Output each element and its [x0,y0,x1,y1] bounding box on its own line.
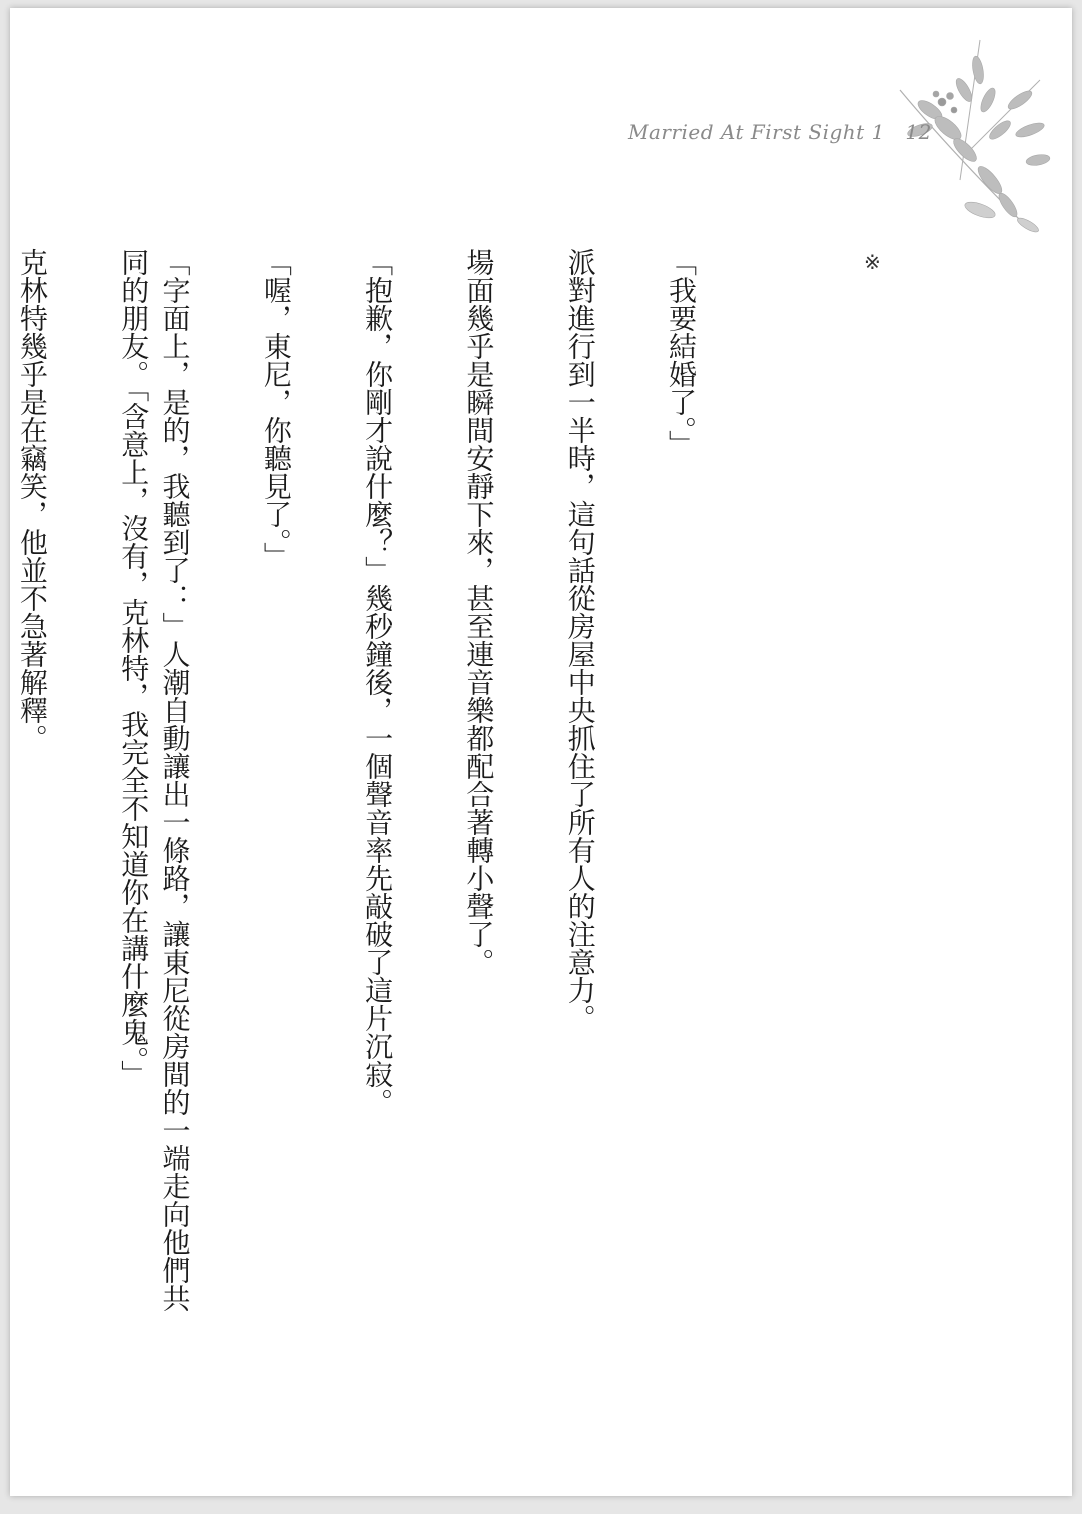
body-text [10,248,762,1312]
paragraph: 克林特幾乎是在竊笑，他並不急著解釋。 [15,248,49,752]
page-number: 12 [905,120,932,144]
paragraph: 派對進行到一半時，這句話從房屋中央抓住了所有人的注意力。 [563,248,597,1032]
paragraph: 「抱歉，你剛才說什麼？」幾秒鐘後，一個聲音率先敲破了這片沉寂。 [361,248,395,1116]
paragraph: 「我要結婚了。」 [665,248,698,458]
section-break-mark: ※ [864,250,881,274]
book-page [10,8,1072,1496]
paragraph: 場面幾乎是瞬間安靜下來，甚至連音樂都配合著轉小聲了。 [462,248,496,976]
running-title: Married At First Sight 1 [628,120,885,144]
paragraph: 「字面上，是的，我聽到了：」人潮自動讓出一條路，讓東尼從房間的一端走向他們共 [158,248,192,1312]
running-header [628,120,932,144]
paragraph: 「喔，東尼，你聽見了。」 [259,248,293,570]
paragraph-continuation: 同的朋友。「含意上，沒有，克林特，我完全不知道你在講什麼鬼。」 [117,248,151,1088]
